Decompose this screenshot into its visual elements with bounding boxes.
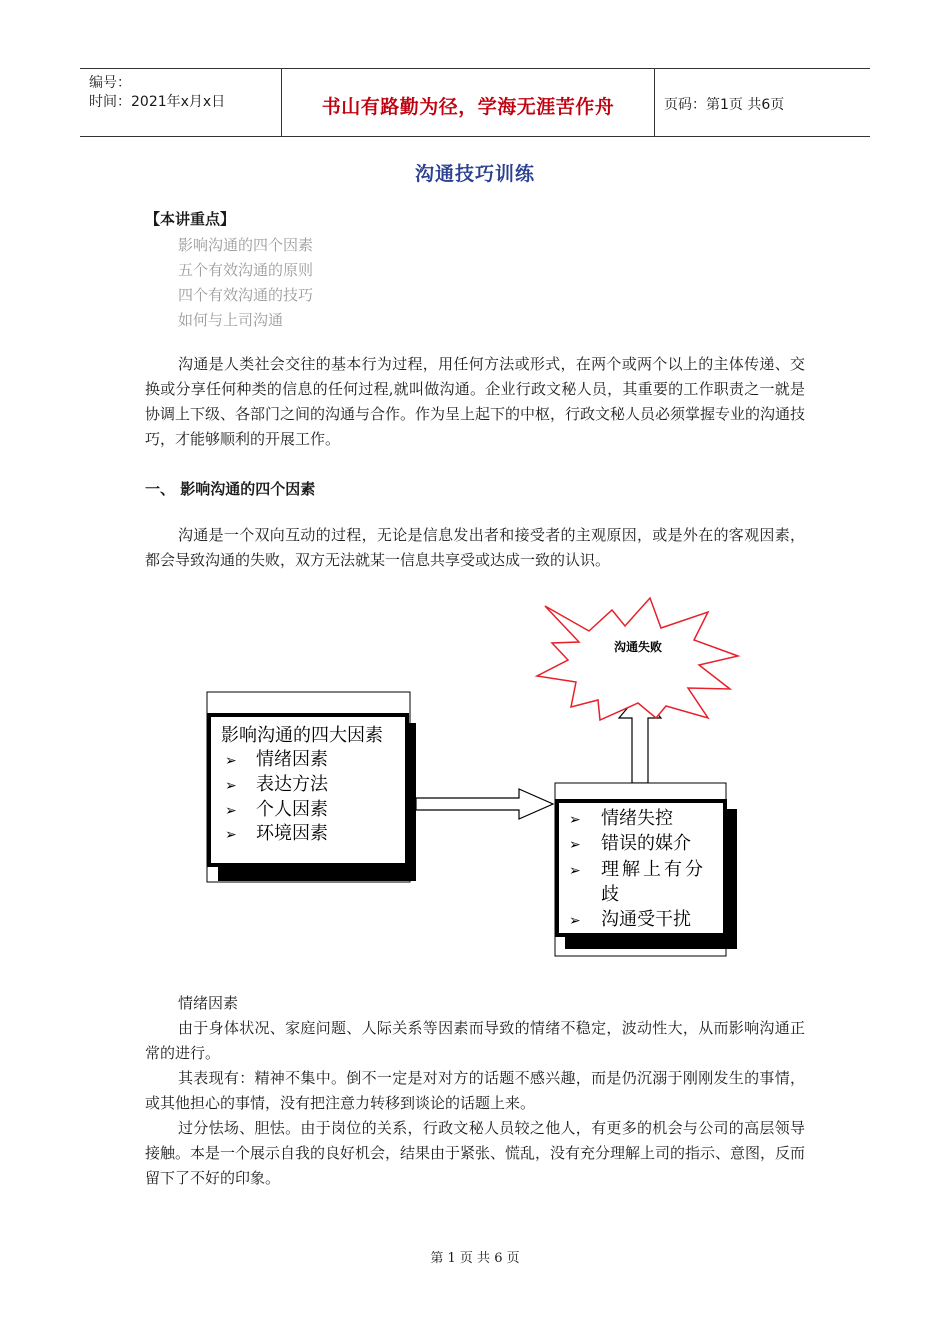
number-label: 编号：: [89, 75, 131, 91]
burst-label: 沟通失败: [613, 640, 663, 654]
right-item: 沟通受干扰: [601, 909, 691, 930]
emotion-heading: 情绪因素: [178, 994, 239, 1012]
communication-failure-diagram: [0, 590, 950, 970]
key-point-item: 五个有效沟通的原则: [178, 261, 314, 279]
right-item: 错误的媒介: [601, 833, 691, 854]
bullet-arrow-icon: ➢: [225, 778, 237, 794]
left-item: 情绪因素: [256, 749, 328, 770]
key-point-item: 四个有效沟通的技巧: [178, 286, 314, 304]
header-motto-cell: [282, 69, 655, 136]
left-item: 个人因素: [256, 799, 328, 820]
right-item: 歧: [601, 884, 619, 905]
section-1-heading: 一、 影响沟通的四个因素: [145, 480, 316, 498]
left-item: 表达方法: [256, 774, 328, 795]
bullet-arrow-icon: ➢: [225, 803, 237, 819]
bullet-arrow-icon: ➢: [569, 863, 581, 879]
bullet-arrow-icon: ➢: [569, 913, 581, 929]
emotion-paragraph: 由于身体状况、家庭问题、人际关系等因素而导致的情绪不稳定，波动性大，从而影响沟通正常的进行。: [145, 1019, 805, 1062]
page-info: 页码：第1页 共6页: [664, 97, 785, 113]
document-header: [80, 68, 870, 137]
bullet-arrow-icon: ➢: [569, 812, 581, 828]
date-label: 时间：2021年x月x日: [89, 94, 226, 110]
left-item: 环境因素: [256, 823, 328, 844]
key-points-heading: 【本讲重点】: [145, 210, 236, 228]
right-arrow-icon: [416, 789, 553, 819]
header-page-cell: [655, 69, 870, 136]
emotion-paragraph: 过分怯场、胆怯。由于岗位的关系，行政文秘人员较之他人，有更多的机会与公司的高层领导接触。本是一个展示自我的良好机会，结果由于紧张、慌乱，没有充分理解上司的指示、意图，反而留下了不好的印象。: [145, 1119, 806, 1187]
key-point-item: 影响沟通的四个因素: [178, 236, 314, 254]
page-footer: 第 1 页 共 6 页: [430, 1251, 520, 1266]
document-title: 沟通技巧训练: [414, 163, 535, 185]
bullet-arrow-icon: ➢: [225, 753, 237, 769]
right-item: 情绪失控: [601, 808, 673, 829]
header-motto: 书山有路勤为径，学海无涯苦作舟: [321, 96, 615, 118]
left-box-title: 影响沟通的四大因素: [221, 725, 383, 746]
failure-burst-icon: [537, 598, 738, 720]
key-point-item: 如何与上司沟通: [178, 311, 284, 329]
bullet-arrow-icon: ➢: [569, 837, 581, 853]
right-item: 理解上有分: [601, 859, 706, 880]
section-1-paragraph: 沟通是一个双向互动的过程，无论是信息发出者和接受者的主观原因，或是外在的客观因素，都会导致沟通的失败，双方无法就某一信息共享受或达成一致的认识。: [145, 526, 805, 569]
intro-paragraph: 沟通是人类社会交往的基本行为过程，用任何方法或形式，在两个或两个以上的主体传递、交换或分享任何种类的信息的任何过程,就叫做沟通。企业行政文秘人员，其重要的工作职责之一就是协调上下级、各部门之间的沟通与合作。作为呈上起下的中枢，行政文秘人员必须掌握专业的沟通技巧，才能够顺利的开展工作。: [145, 355, 806, 448]
header-meta-cell: [80, 69, 282, 136]
bullet-arrow-icon: ➢: [225, 827, 237, 843]
emotion-paragraph: 其表现有：精神不集中。倒不一定是对对方的话题不感兴趣，而是仍沉溺于刚刚发生的事情，或其他担心的事情，没有把注意力转移到谈论的话题上来。: [145, 1069, 805, 1112]
